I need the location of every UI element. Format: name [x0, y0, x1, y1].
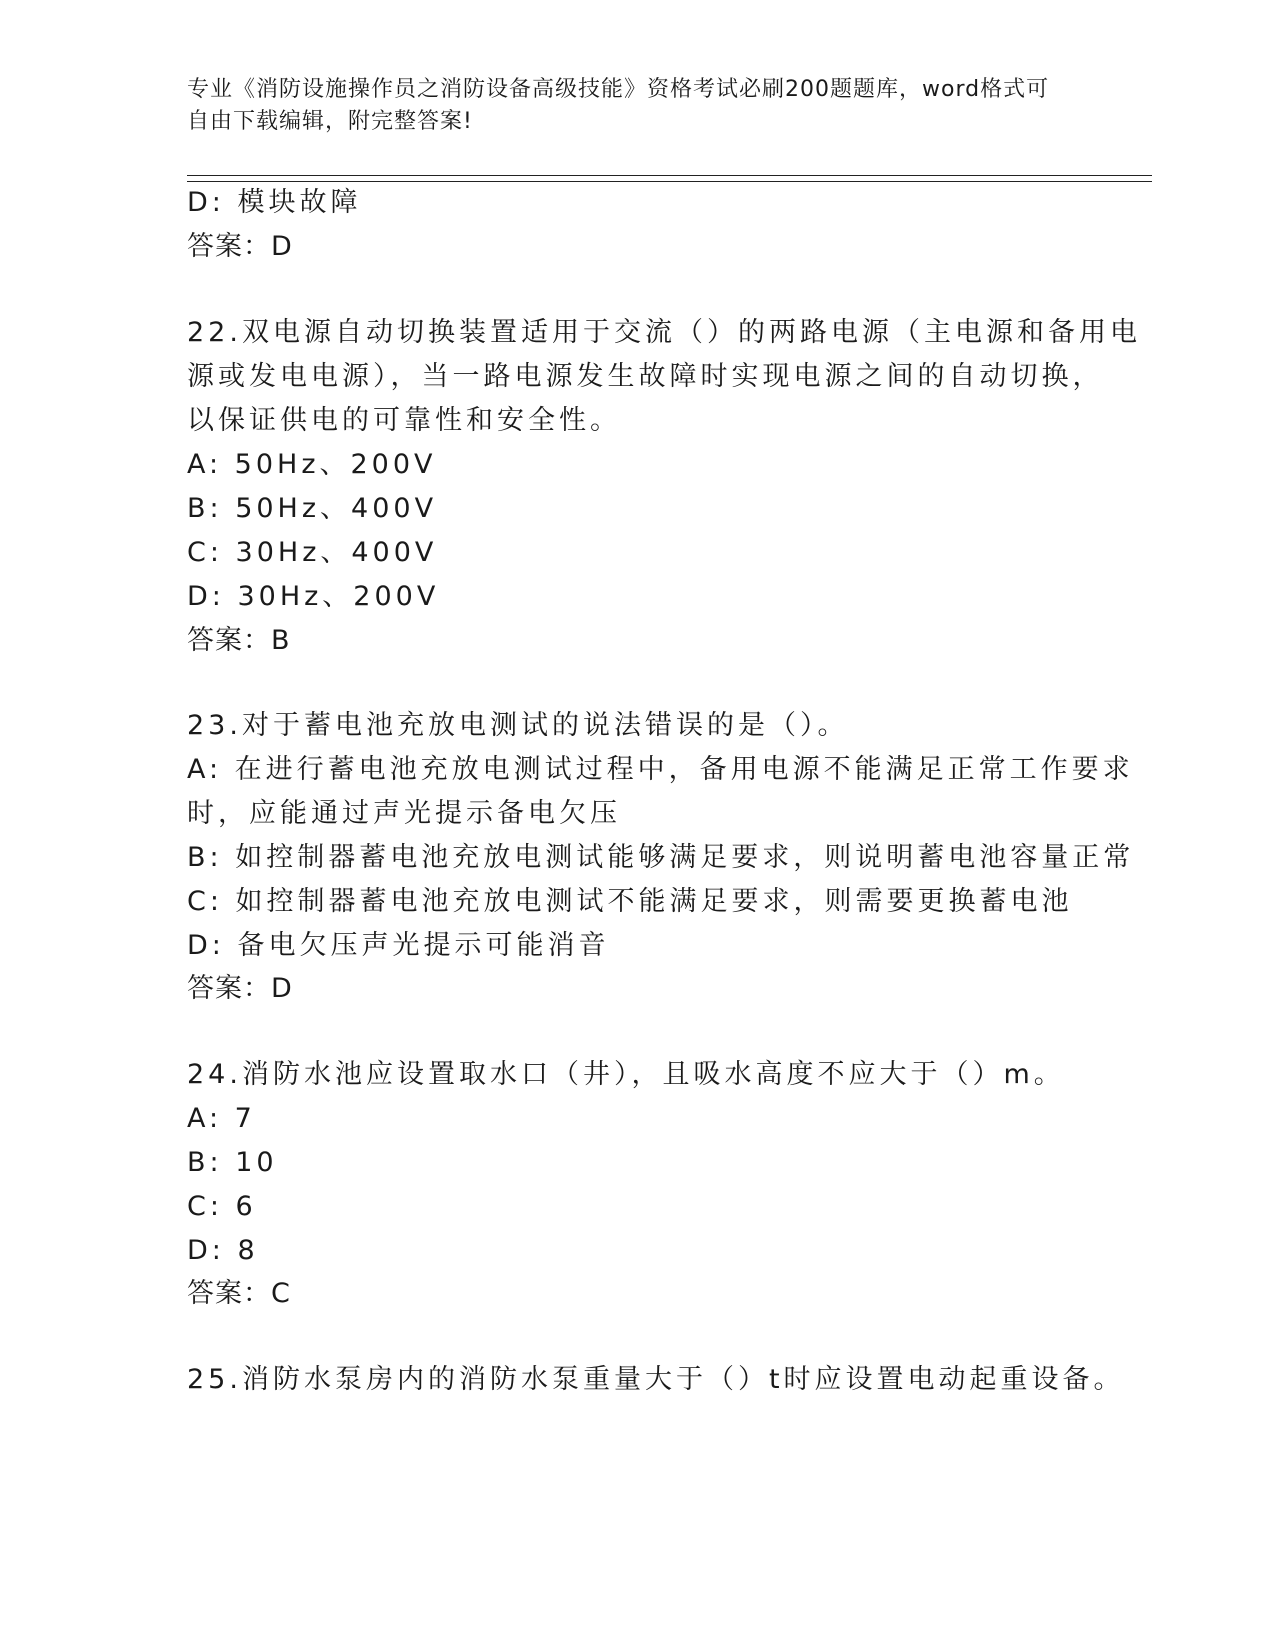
- q23-stem: 23.对于蓄电池充放电测试的说法错误的是（）。: [187, 710, 849, 741]
- q23-option-b: B: 如控制器蓄电池充放电测试能够满足要求，则说明蓄电池容量正常: [187, 842, 1135, 873]
- q25-stem: 25.消防水泵房内的消防水泵重量大于（）t时应设置电动起重设备。: [187, 1364, 1125, 1395]
- q24-option-c: C: 6: [187, 1191, 257, 1222]
- q22-option-d: D: 30Hz、200V: [187, 581, 440, 612]
- q24-option-d: D: 8: [187, 1235, 259, 1266]
- q22-option-c: C: 30Hz、400V: [187, 537, 438, 568]
- q24-option-b: B: 10: [187, 1147, 278, 1178]
- prev-answer: 答案：D: [187, 231, 293, 262]
- q24-stem: 24.消防水池应设置取水口（井），且吸水高度不应大于（）m。: [187, 1059, 1065, 1090]
- q24-option-a: A: 7: [187, 1103, 256, 1134]
- header-rule-bottom: [187, 181, 1152, 182]
- prev-option-d: D: 模块故障: [187, 187, 362, 218]
- q22-stem-line-2: 源或发电电源），当一路电源发生故障时实现电源之间的自动切换，: [187, 361, 1104, 392]
- document-header: 专业《消防设施操作员之消防设备高级技能》资格考试必刷200题题库，word格式可自由下载编辑，附完整答案!: [187, 77, 1050, 134]
- q23-option-a-line-1: A: 在进行蓄电池充放电测试过程中，备用电源不能满足正常工作要求: [187, 754, 1134, 785]
- q23-option-c: C: 如控制器蓄电池充放电测试不能满足要求，则需要更换蓄电池: [187, 886, 1073, 917]
- q23-answer: 答案：D: [187, 973, 293, 1004]
- q23-option-a-line-2: 时，应能通过声光提示备电欠压: [187, 798, 621, 829]
- q23-option-d: D: 备电欠压声光提示可能消音: [187, 930, 610, 961]
- q24-answer: 答案：C: [187, 1278, 291, 1309]
- q22-stem-line-3: 以保证供电的可靠性和安全性。: [187, 405, 621, 436]
- q22-option-b: B: 50Hz、400V: [187, 493, 438, 524]
- q22-stem-line-1: 22.双电源自动切换装置适用于交流（）的两路电源（主电源和备用电: [187, 317, 1141, 348]
- q22-option-a: A: 50Hz、200V: [187, 449, 437, 480]
- q22-answer: 答案：B: [187, 625, 291, 656]
- header-rule-top: [187, 175, 1152, 176]
